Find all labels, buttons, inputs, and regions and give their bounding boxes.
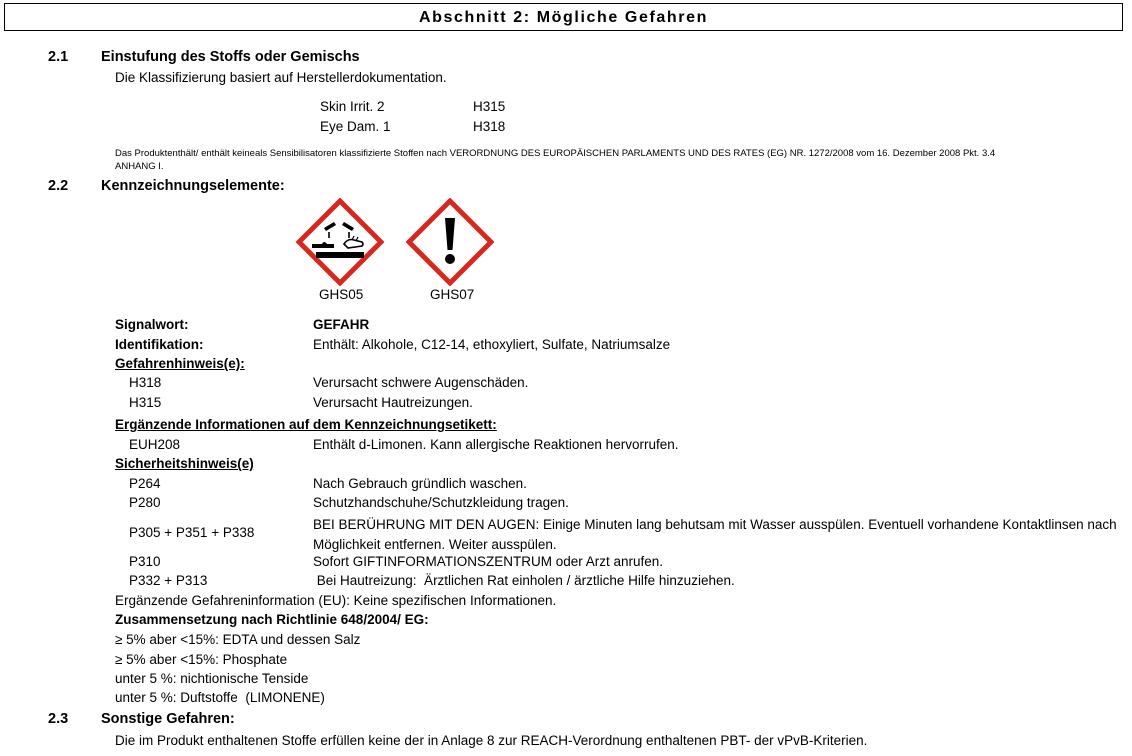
hazard-text: Verursacht schwere Augenschäden. bbox=[313, 375, 529, 390]
pictogram-label: GHS07 bbox=[430, 287, 475, 302]
signal-word-value: GEFAHR bbox=[313, 317, 370, 332]
precaution-code: P280 bbox=[129, 495, 161, 510]
section-header bbox=[4, 3, 1123, 31]
class-category: Skin Irrit. 2 bbox=[320, 99, 385, 114]
precaution-text: Sofort GIFTINFORMATIONSZENTRUM oder Arzt anrufen. bbox=[313, 554, 664, 569]
sensitizer-note-line-2: ANHANG I. bbox=[115, 161, 164, 172]
label-info-heading: Ergänzende Informationen auf dem Kennzeichnungsetikett: bbox=[115, 417, 497, 432]
precaution-code: P264 bbox=[129, 476, 161, 491]
section-title: Abschnitt 2: Mögliche Gefahren bbox=[419, 9, 708, 26]
precaution-code: P310 bbox=[129, 554, 161, 569]
composition-item: unter 5 %: nichtionische Tenside bbox=[115, 671, 309, 686]
precaution-text: Bei Hautreizung: Ärztlichen Rat einholen / ärztliche Hilfe hinzuziehen. bbox=[313, 573, 735, 588]
pictogram-label: GHS05 bbox=[319, 287, 364, 302]
hazard-code: H315 bbox=[129, 395, 162, 410]
class-category: Eye Dam. 1 bbox=[320, 119, 391, 134]
identification-value: Enthält: Alkohole, C12-14, ethoxyliert, Sulfate, Natriumsalze bbox=[313, 337, 671, 352]
composition-item: unter 5 %: Duftstoffe (LIMONENE) bbox=[115, 690, 325, 705]
class-code: H318 bbox=[473, 119, 506, 134]
precaution-heading: Sicherheitshinweis(e) bbox=[115, 456, 254, 471]
section-2-1-number: 2.1 bbox=[48, 49, 69, 65]
section-2-2-title: Kennzeichnungselemente: bbox=[101, 178, 285, 194]
classification-intro: Die Klassifizierung basiert auf Herstellerdokumentation. bbox=[115, 70, 447, 85]
precaution-code: P332 + P313 bbox=[129, 573, 208, 588]
composition-item: ≥ 5% aber <15%: Phosphate bbox=[115, 652, 288, 667]
section-2-3-number: 2.3 bbox=[48, 711, 69, 727]
identification-label: Identifikation: bbox=[115, 337, 204, 352]
precaution-text: Nach Gebrauch gründlich waschen. bbox=[313, 476, 527, 491]
hazard-text: Verursacht Hautreizungen. bbox=[313, 395, 473, 410]
class-code: H315 bbox=[473, 99, 506, 114]
composition-item: ≥ 5% aber <15%: EDTA und dessen Salz bbox=[115, 632, 361, 647]
sensitizer-note-line-1: Das Produktenthält/ enthält keineals Sensibilisatoren klassifizierte Stoffen nach VERORDNUNG DES EUROPÄISCHEN PARLAMENTS UND DES RATES (EG) NR. 1272/2008 vom 16. Dezember 2008 Pkt. 3.4 bbox=[115, 148, 996, 159]
precaution-code: P305 + P351 + P338 bbox=[129, 525, 255, 540]
corrosion-icon bbox=[296, 198, 384, 286]
hazard-statements-heading: Gefahrenhinweis(e): bbox=[115, 356, 245, 371]
section-2-1-title: Einstufung des Stoffs oder Gemischs bbox=[101, 49, 360, 65]
exclamation-icon bbox=[406, 198, 494, 286]
hazard-code: H318 bbox=[129, 375, 162, 390]
eu-hazard-info: Ergänzende Gefahreninformation (EU): Keine spezifischen Informationen. bbox=[115, 593, 557, 608]
label-info-text: Enthält d-Limonen. Kann allergische Reaktionen hervorrufen. bbox=[313, 437, 679, 452]
signal-word-label: Signalwort: bbox=[115, 317, 189, 332]
label-info-code: EUH208 bbox=[129, 437, 181, 452]
composition-heading: Zusammensetzung nach Richtlinie 648/2004/ EG: bbox=[115, 612, 429, 627]
section-2-3-title: Sonstige Gefahren: bbox=[101, 711, 235, 727]
section-2-2-number: 2.2 bbox=[48, 178, 69, 194]
precaution-text: Schutzhandschuhe/Schutzkleidung tragen. bbox=[313, 495, 569, 510]
precaution-text: BEI BERÜHRUNG MIT DEN AUGEN: Einige Minuten lang behutsam mit Wasser ausspülen. Eventuell vorhandene Kontaktlinsen nach Möglichkeit entfernen. Weiter ausspülen. bbox=[313, 517, 1117, 552]
other-hazards-text: Die im Produkt enthaltenen Stoffe erfüllen keine der in Anlage 8 zur REACH-Verordnung enthaltenen PBT- der vPvB-Kriterien. bbox=[115, 733, 868, 748]
